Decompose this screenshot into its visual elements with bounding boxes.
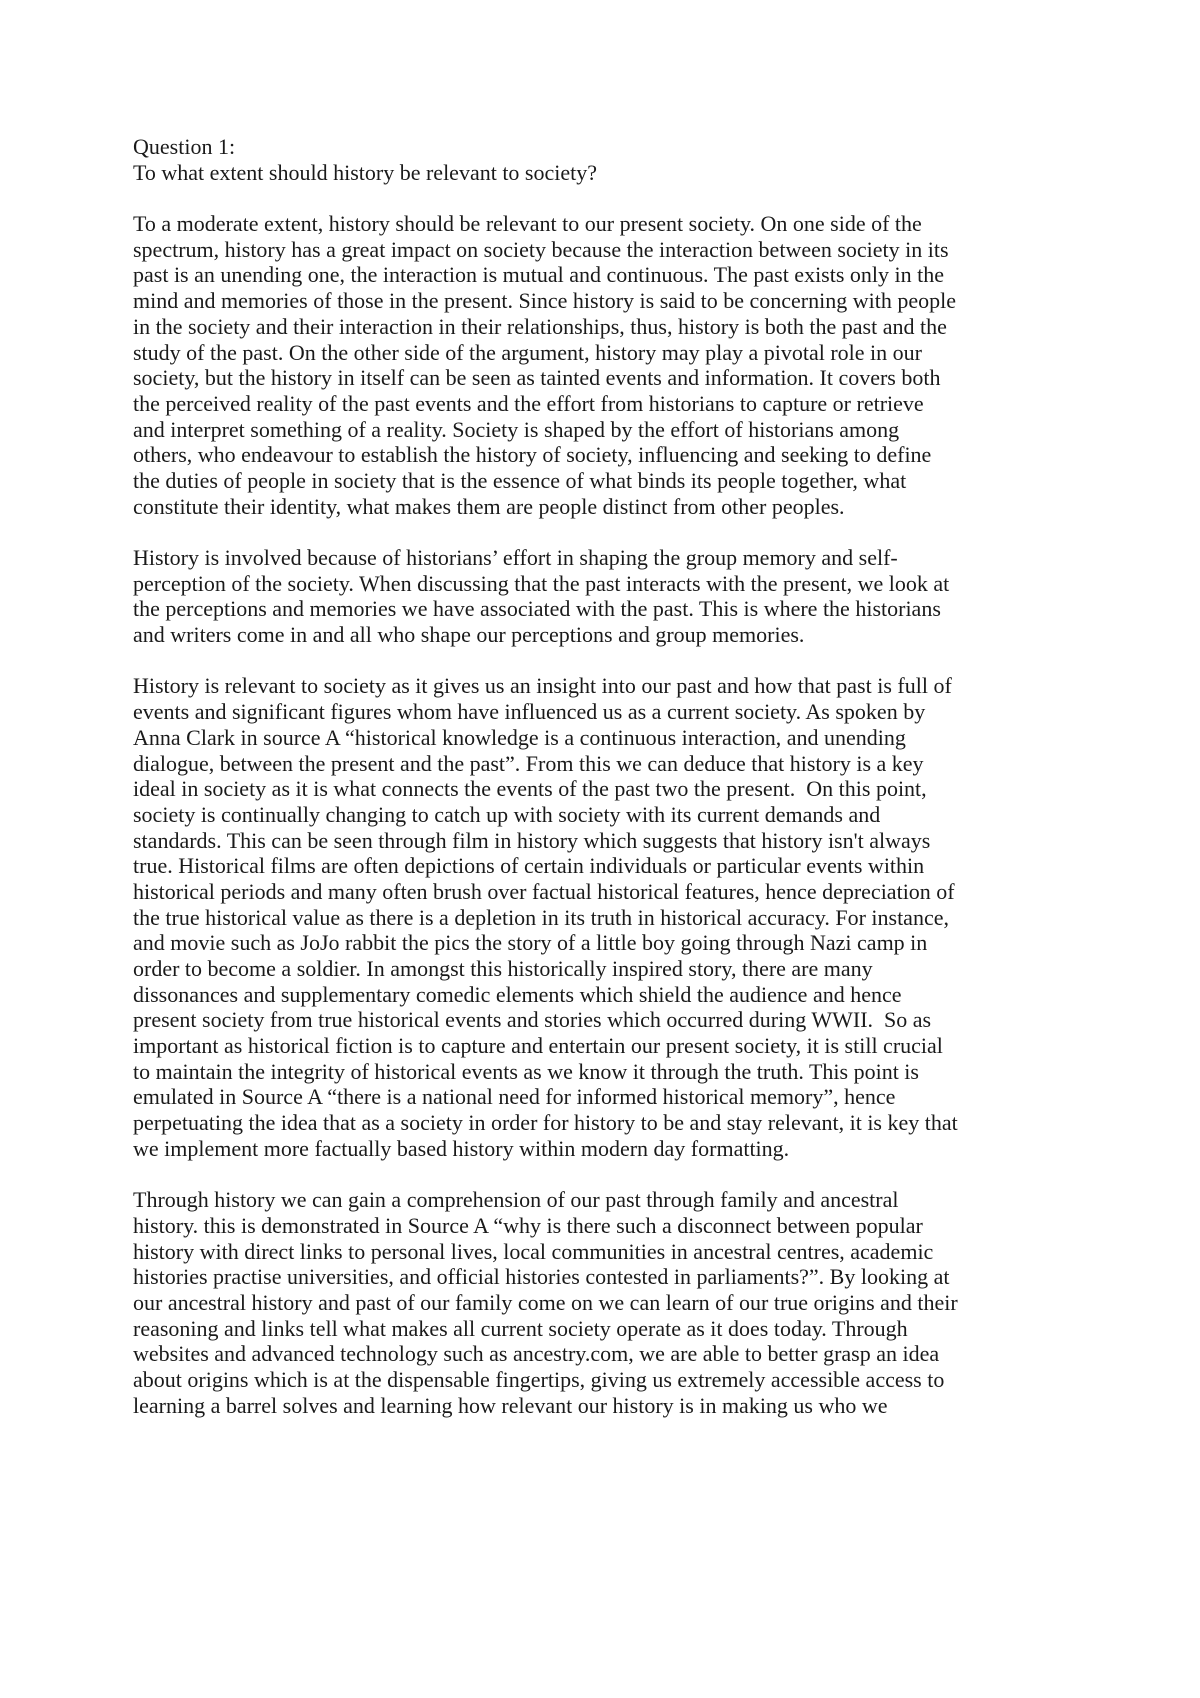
paragraph-line: dissonances and supplementary comedic elements which shield the audience and hence (133, 981, 902, 1007)
paragraph-2 (133, 545, 1133, 648)
paragraph-line: the duties of people in society that is the essence of what binds its people together, what (133, 467, 907, 493)
paragraph-line: about origins which is at the dispensable fingertips, giving us extremely accessible access to (133, 1367, 945, 1392)
paragraph-line: Anna Clark in source A “historical knowledge is a continuous interaction, and unending (133, 724, 906, 750)
paragraph-line: society, but the history in itself can be seen as tainted events and information. It covers both (133, 365, 941, 391)
paragraph-line: the perceptions and memories we have associated with the past. This is where the historians (133, 596, 941, 622)
paragraph-line: and movie such as JoJo rabbit the pics the story of a little boy going through Nazi camp in (133, 930, 928, 956)
paragraph-line: history with direct links to personal lives, local communities in ancestral centres, academic (133, 1238, 934, 1264)
paragraph-line: standards. This can be seen through film in history which suggests that history isn't always (133, 827, 931, 853)
paragraph-4 (133, 1187, 1133, 1418)
paragraph-line: events and significant figures whom have influenced us as a current society. As spoken by (133, 699, 926, 725)
paragraph-line: mind and memories of those in the present. Since history is said to be concerning with people (133, 288, 956, 314)
paragraph-line: History is involved because of historians’ effort in shaping the group memory and self- (133, 545, 898, 570)
paragraph-line: reasoning and links tell what makes all current society operate as it does today. Through (133, 1315, 908, 1341)
paragraph-line: present society from true historical events and stories which occurred during WWII. So as (133, 1007, 932, 1033)
paragraph-line: history. this is demonstrated in Source A “why is there such a disconnect between popular (133, 1212, 923, 1238)
paragraph-line: perception of the society. When discussing that the past interacts with the present, we look at (133, 570, 950, 596)
paragraph-line: the perceived reality of the past events and the effort from historians to capture or retrieve (133, 390, 924, 416)
paragraph-line: perpetuating the idea that as a society in order for history to be and stay relevant, it is key that (133, 1110, 958, 1136)
paragraph-line: to maintain the integrity of historical events as we know it through the truth. This point is (133, 1058, 919, 1084)
paragraph-line: in the society and their interaction in their relationships, thus, history is both the past and the (133, 313, 947, 339)
paragraph-line: order to become a soldier. In amongst this historically inspired story, there are many (133, 956, 873, 981)
paragraph-line: History is relevant to society as it gives us an insight into our past and how that past is full of (133, 673, 952, 699)
paragraph-line: To a moderate extent, history should be relevant to our present society. On one side of the (133, 211, 922, 237)
paragraph-line: others, who endeavour to establish the history of society, influencing and seeking to define (133, 442, 932, 468)
paragraph-3 (133, 673, 1133, 1161)
paragraph-line: ideal in society as it is what connects the events of the past two the present. On this point, (133, 776, 927, 802)
document-body (133, 134, 1133, 1418)
paragraph-line: past is an unending one, the interaction is mutual and continuous. The past exists only in the (133, 262, 945, 288)
paragraph-line: we implement more factually based history within modern day formatting. (133, 1135, 790, 1161)
paragraph-line: true. Historical films are often depictions of certain individuals or particular events within (133, 853, 925, 879)
paragraph-line: and writers come in and all who shape our perceptions and group memories. (133, 622, 805, 648)
paragraph-line: dialogue, between the present and the past”. From this we can deduce that history is a key (133, 750, 924, 776)
paragraph-1 (133, 211, 1133, 519)
paragraph-line: constitute their identity, what makes them are people distinct from other peoples. (133, 493, 845, 519)
paragraph-line: websites and advanced technology such as ancestry.com, we are able to better grasp an idea (133, 1341, 940, 1367)
paragraph-line: study of the past. On the other side of the argument, history may play a pivotal role in our (133, 339, 922, 365)
paragraph-line: emulated in Source A “there is a national need for informed historical memory”, hence (133, 1084, 896, 1110)
paragraph-line: learning a barrel solves and learning how relevant our history is in making us who we (133, 1392, 888, 1418)
paragraph-line: important as historical fiction is to capture and entertain our present society, it is still crucial (133, 1033, 943, 1059)
question-prompt: To what extent should history be relevant to society? (133, 159, 598, 185)
paragraph-line: the true historical value as there is a depletion in its truth in historical accuracy. For instance, (133, 904, 949, 930)
paragraph-line: society is continually changing to catch up with society with its current demands and (133, 801, 881, 827)
paragraph-line: historical periods and many often brush over factual historical features, hence depreciation of (133, 878, 955, 904)
paragraph-line: our ancestral history and past of our family come on we can learn of our true origins and their (133, 1289, 958, 1315)
paragraph-line: and interpret something of a reality. Society is shaped by the effort of historians among (133, 416, 900, 442)
paragraph-line: spectrum, history has a great impact on society because the interaction between society in its (133, 236, 949, 262)
paragraph-line: histories practise universities, and official histories contested in parliaments?”. By looking at (133, 1264, 950, 1290)
question-label: Question 1: (133, 134, 236, 159)
paragraph-line: Through history we can gain a comprehension of our past through family and ancestral (133, 1187, 899, 1213)
